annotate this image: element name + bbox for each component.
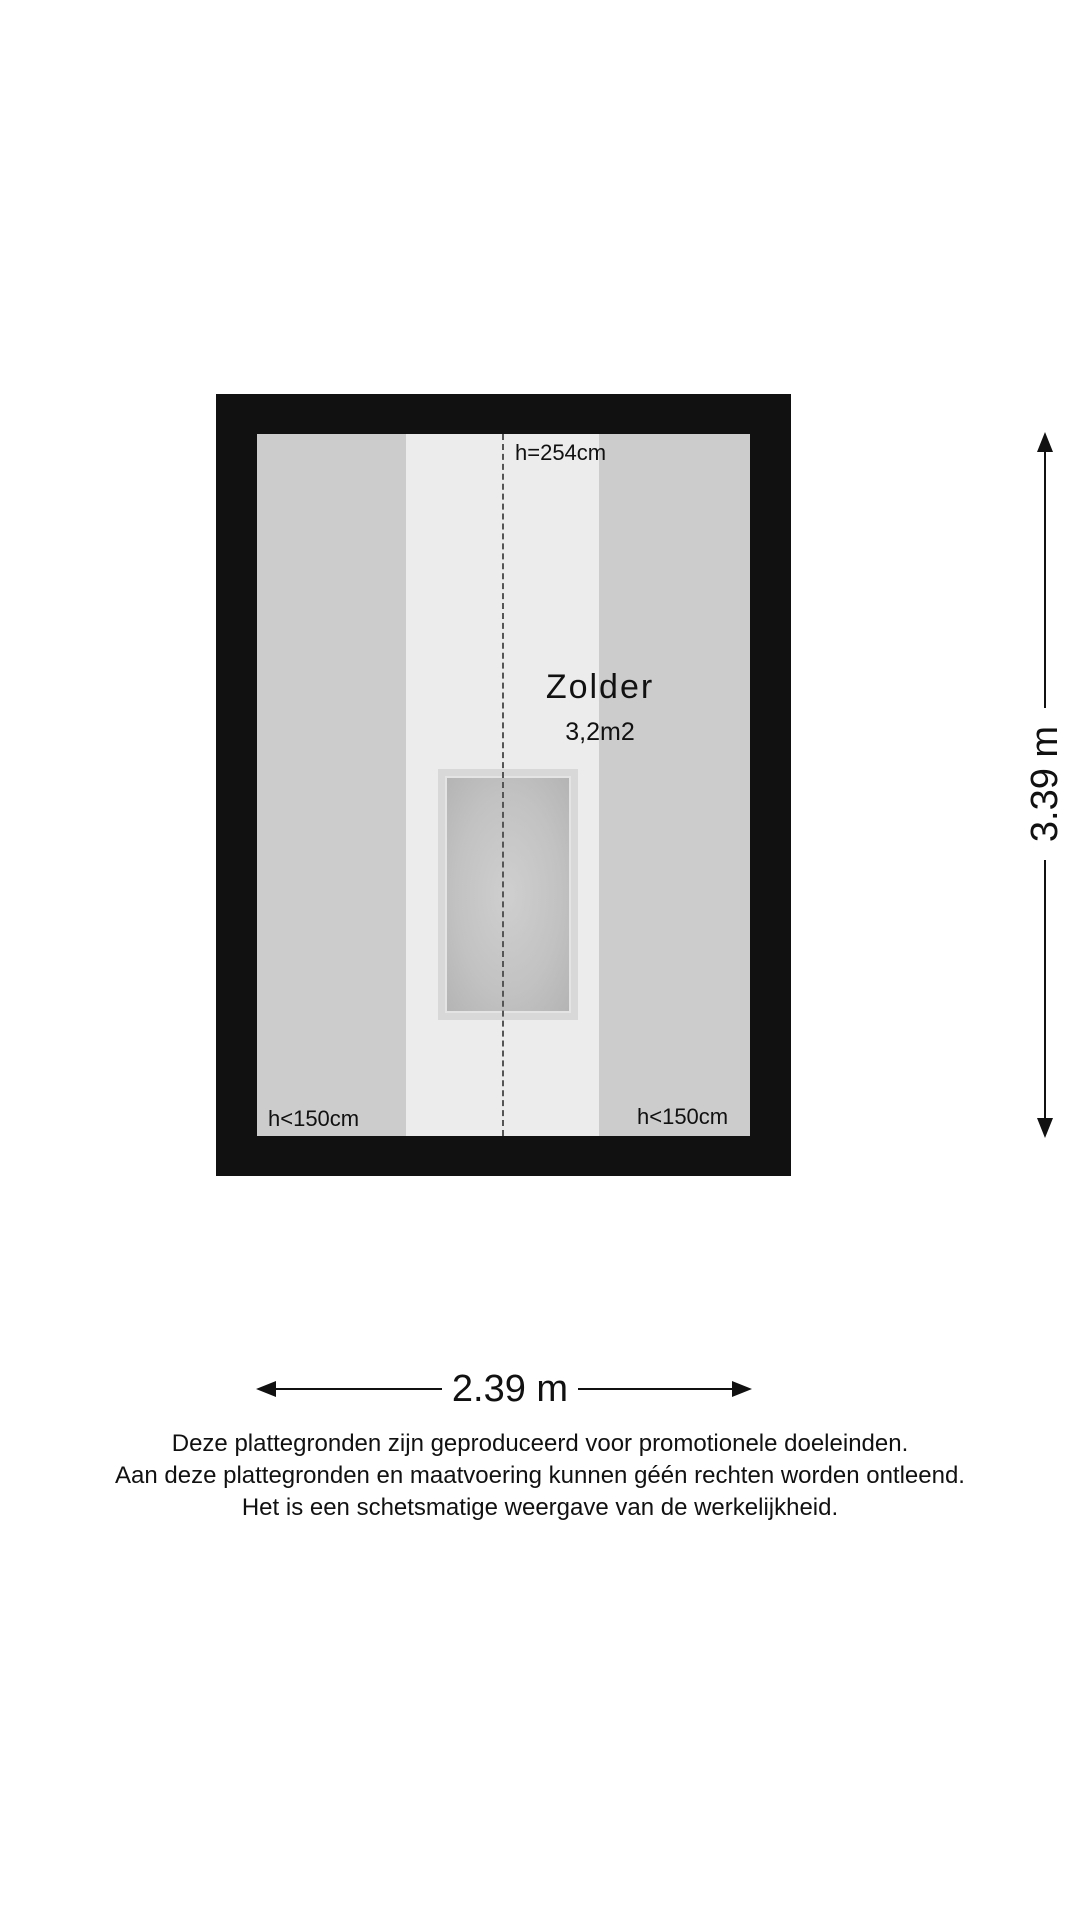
room-name: Zolder [545, 668, 655, 706]
room-zolder [257, 434, 750, 1136]
depth-label: 3.39 m [1024, 725, 1066, 843]
dimension-line [1044, 860, 1046, 1124]
disclaimer-line: Het is een schetsmatige weergave van de werkelijkheid. [241, 1494, 839, 1521]
right-height-label: h<150cm [637, 1104, 729, 1129]
ridge-line [502, 434, 504, 1136]
dimension-line [1044, 446, 1046, 708]
arrow-down-icon [1037, 1118, 1053, 1138]
ridge-height-label: h=254cm [515, 440, 607, 465]
width-dimension [256, 1368, 752, 1410]
disclaimer-line: Aan deze plattegronden en maatvoering kunnen géén rechten worden ontleend. [115, 1462, 965, 1489]
depth-dimension [1024, 432, 1066, 1138]
roof-hatch [445, 776, 571, 1013]
dimension-line [270, 1388, 442, 1390]
arrow-right-icon [732, 1381, 752, 1397]
room-area: 3,2m2 [565, 718, 635, 746]
left-height-label: h<150cm [268, 1106, 360, 1131]
disclaimer-line: Deze plattegronden zijn geproduceerd voor promotionele doeleinden. [171, 1430, 909, 1457]
dimension-line [578, 1388, 738, 1390]
disclaimer [0, 1428, 1080, 1524]
width-label: 2.39 m [451, 1368, 569, 1410]
